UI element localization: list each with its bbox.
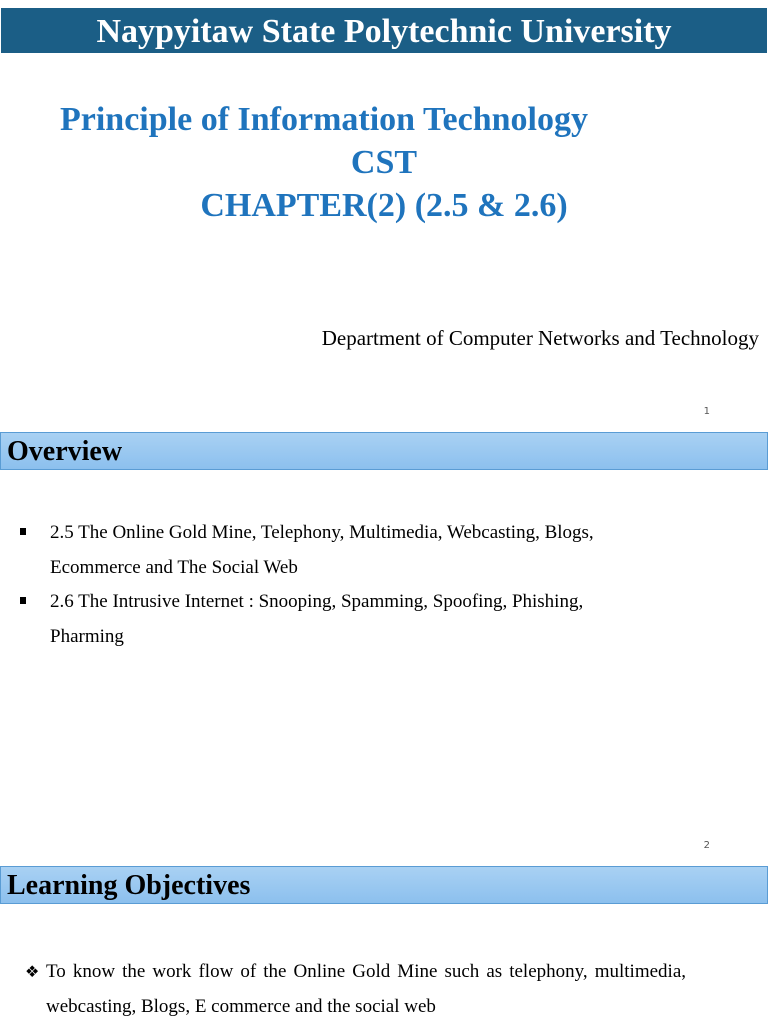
page-number: 1	[703, 406, 710, 417]
course-title: Principle of Information Technology	[60, 101, 588, 138]
square-bullet-icon	[20, 528, 26, 535]
square-bullet-icon	[20, 597, 26, 604]
slide-2	[0, 432, 768, 866]
slide-3	[0, 866, 768, 1024]
diamond-bullet-icon: ❖	[25, 962, 40, 981]
page-number: 2	[703, 840, 710, 851]
department-name: Department of Computer Networks and Technology	[321, 326, 759, 350]
list-item-text: 2.5 The Online Gold Mine, Telephony, Multimedia, Webcasting, Blogs, Ecommerce and The Social Web	[50, 522, 594, 578]
overview-list	[0, 516, 768, 654]
objectives-list	[0, 954, 768, 1024]
list-item-text: To know the work flow of the Online Gold Mine such as telephony, multimedia, webcasting, Blogs, E commerce and the social web	[46, 961, 686, 1017]
program-title: CST	[350, 144, 418, 181]
overview-heading: Overview	[0, 432, 768, 470]
slide-1	[0, 0, 768, 432]
chapter-title: CHAPTER(2) (2.5 & 2.6)	[200, 187, 568, 224]
list-item	[0, 954, 768, 1024]
list-item	[0, 585, 768, 654]
university-banner: Naypyitaw State Polytechnic University	[1, 8, 767, 53]
list-item	[0, 516, 768, 585]
list-item-text: 2.6 The Intrusive Internet : Snooping, Spamming, Spoofing, Phishing, Pharming	[50, 591, 584, 647]
learning-objectives-heading: Learning Objectives	[0, 866, 768, 904]
